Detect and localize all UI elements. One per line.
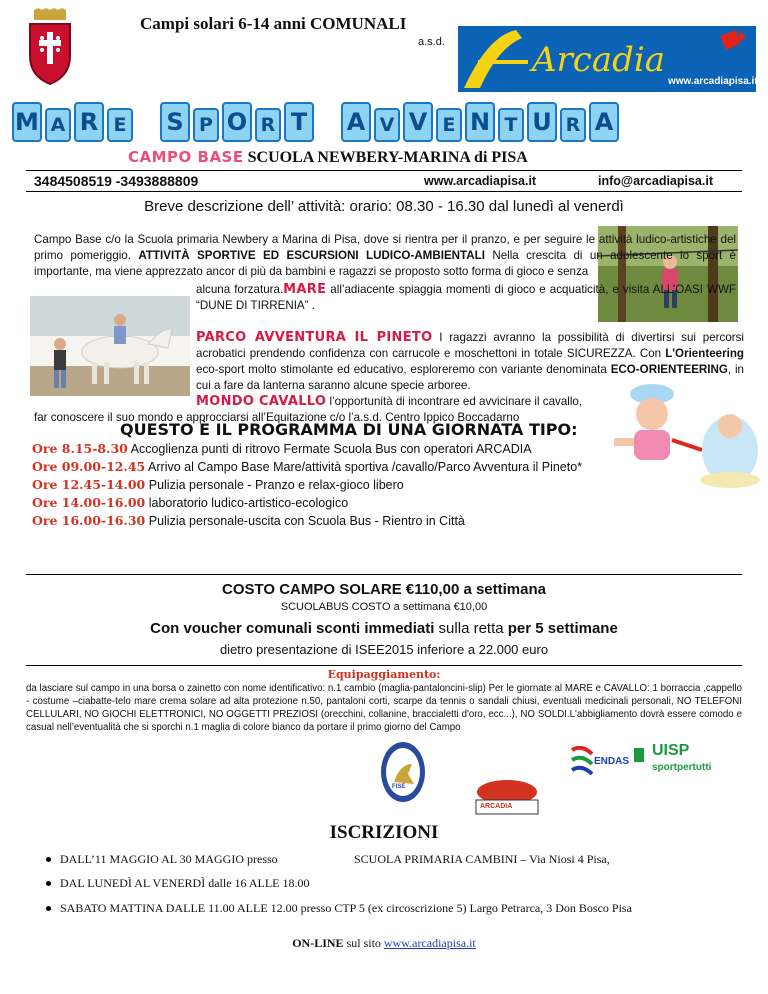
parco-paragraph — [196, 330, 744, 394]
banner-letter: T — [284, 102, 314, 142]
voucher-text: sulla retta — [434, 620, 508, 637]
mare-heading: MARE — [283, 282, 327, 297]
online-link[interactable]: www.arcadiapisa.it — [383, 936, 476, 950]
eco-orienteering-bold: ECO-ORIENTEERING — [610, 363, 728, 376]
banner-letter: E — [107, 108, 133, 142]
iscrizioni-item-place: SCUOLA PRIMARIA CAMBINI – Via Niosi 4 Pisa, — [354, 852, 610, 866]
arcadia-logo-url: www.arcadiapisa.it — [668, 76, 758, 87]
cost-box — [26, 574, 742, 666]
cavallo-heading: MONDO CAVALLO — [196, 394, 327, 409]
banner-letter: T — [498, 108, 524, 142]
arcadia-small-logo — [472, 778, 542, 818]
schedule-row — [32, 458, 652, 476]
mare-paragraph — [196, 282, 736, 314]
schedule-row — [32, 476, 652, 494]
banner-letter: R — [255, 108, 281, 142]
banner-letter: U — [527, 102, 557, 142]
mare-sport-avventura-banner — [12, 102, 756, 142]
fise-logo-text: FISE — [392, 784, 406, 790]
voucher-line — [26, 620, 742, 637]
schedule-row — [32, 440, 652, 458]
schedule-text: Pulizia personale-uscita con Scuola Bus - Rientro in Città — [145, 514, 465, 528]
banner-letter: M — [12, 102, 42, 142]
banner-letter: V — [374, 108, 400, 142]
intro-paragraph — [34, 232, 736, 280]
intro-text-2: Nella crescita di un adolescente lo sport è importante, ma viene apprezzato ancor di più da bambini e ragazzi se proposto sotto forma di gioco e senza — [34, 249, 737, 278]
voucher-weeks: per 5 settimane — [507, 620, 618, 637]
phone-numbers: 3484508519 -3493888809 — [34, 173, 199, 189]
schedule-time: Ore 12.45-14.00 — [32, 477, 146, 492]
arcadia-logo — [458, 26, 756, 92]
schedule-time: Ore 16.00-16.30 — [32, 513, 146, 528]
banner-letter: O — [222, 102, 252, 142]
parco-text-2: eco-sport molto stimolante ed educativo, esploreremo con variante denominata — [196, 363, 611, 376]
endas-logo — [568, 746, 596, 776]
intro-text: Campo Base c/o la Scuola primaria Newbery a Marina di Pisa, dove si rientra per il pranzo, e per seguire le attività ludico-artistiche del primo pomeriggio. — [34, 233, 736, 262]
email-link[interactable]: info@arcadiapisa.it — [598, 174, 713, 188]
program-title: QUESTO È IL PROGRAMMA DI UNA GIORNATA TIPO: — [120, 420, 578, 439]
website-link[interactable]: www.arcadiapisa.it — [424, 174, 537, 188]
iscrizioni-item: DAL LUNEDÌ AL VENERDÌ dalle 16 ALLE 18.00 — [60, 876, 310, 890]
horse-riding-photo — [30, 296, 190, 396]
iscrizioni-item: DALL’11 MAGGIO AL 30 MAGGIO presso — [60, 852, 278, 866]
parco-text: I ragazzi avranno la possibilità di divertirsi sui percorsi acrobatici prendendo confidenza con carrucole e moschettoni in totale SICUREZZA. Con — [196, 331, 745, 360]
equipment-title: Equipaggiamento: — [327, 668, 441, 681]
banner-letter: A — [589, 102, 619, 142]
fise-logo — [380, 742, 426, 804]
uisp-logo-text: UISP — [652, 742, 690, 759]
schedule-text: Pulizia personale - Pranzo e relax-gioco libero — [145, 478, 404, 492]
campo-base-line — [128, 148, 528, 167]
voucher-bold: Con voucher comunali sconti immediati — [150, 620, 435, 637]
orienteering-bold: L'Orienteering — [665, 347, 744, 360]
uisp-tagline: sportpertutti — [652, 762, 712, 773]
schedule-time: Ore 8.15-8.30 — [32, 441, 128, 456]
mare-text-2: all’adiacente spiaggia momenti di gioco e acquaticità, e visita ALL’OASI WWF “DUNE DI TIRRENIA” . — [196, 283, 737, 312]
banner-letter: E — [436, 108, 462, 142]
mare-text: alcuna forzatura. — [196, 283, 284, 296]
pisa-crest-logo — [24, 8, 76, 86]
banner-letter: R — [560, 108, 586, 142]
schedule-text: Accoglienza punti di ritrovo Fermate Scuola Bus con operatori ARCADIA — [127, 442, 532, 456]
isee-line: dietro presentazione di ISEE2015 inferiore a 22.000 euro — [219, 642, 549, 657]
asd-label: a.s.d. — [418, 36, 445, 48]
online-text: sul sito — [343, 936, 384, 950]
schedule-time: Ore 09.00-12.45 — [32, 459, 146, 474]
cavallo-text-2: far conoscere il suo mondo e approcciarsi all’Equitazione c/o l’a.s.d. Centro Ippico Boccadarno — [34, 411, 520, 424]
online-label: ON-LINE — [292, 936, 344, 950]
header-title: Campi solari 6-14 anni COMUNALI — [140, 14, 407, 33]
iscrizioni-title: ISCRIZIONI — [329, 822, 439, 843]
online-line — [0, 936, 768, 951]
iscrizioni-item: SABATO MATTINA DALLE 11.00 ALLE 12.00 presso CTP 5 (ex circoscrizione 5) Largo Petrarca, 3 Don Bosco Pisa — [60, 901, 632, 915]
banner-letter: A — [341, 102, 371, 142]
banner-letter: S — [160, 102, 190, 142]
parco-heading: PARCO AVVENTURA IL PINETO — [196, 330, 433, 345]
parco-text-3: , in cui a fare da lanterna saranno alcune specie arboree. — [196, 363, 744, 392]
campo-base-label: CAMPO BASE — [128, 148, 244, 166]
endas-logo-text: ENDAS — [594, 756, 630, 767]
schedule-list — [32, 440, 652, 530]
campo-base-text: SCUOLA NEWBERY-MARINA di PISA — [243, 149, 528, 166]
description-heading: Breve descrizione dell’ attività: orario: 08.30 - 16.30 dal lunedì al venerdì — [144, 198, 624, 215]
cost-main: COSTO CAMPO SOLARE €110,00 a settimana — [221, 581, 546, 598]
schedule-row — [32, 494, 652, 512]
contacts-bar — [26, 170, 742, 192]
arcadia-logo-text: Arcadia — [532, 40, 666, 80]
equipment-text: da lasciare sul campo in una borsa o zainetto con nome identificativo: n.1 cambio (maglia-pantaloncini-slip) Per le giornate al MARE e CAVALLO: 1 borraccia ,cappello - costume –ciabatte-telo mare crema solare ad alta protezione n.50, pantaloni corti, scarpe da tennis o sandali chiusi, eventuali medicinali personali, NO TELEFONI CELLULARI, NO GIOCHI ELETTRONICI, NO OGGETTI PREZIOSI (orecchini, collanine, braccialetti d'oro, ecc...), NO SOLDI.L'abbigliamento dovrà essere comodo e casual nell’eventualità che si sporchi n.1 maglia di colore bianco da portare il primo giorno del Campo — [26, 683, 742, 733]
schedule-text: laboratorio ludico-artistico-ecologico — [145, 496, 349, 510]
cost-bus: SCUOLABUS COSTO a settimana €10,00 — [280, 601, 488, 613]
banner-letter: N — [465, 102, 495, 142]
coni-logo — [634, 748, 644, 762]
banner-letter: P — [193, 108, 219, 142]
schedule-text: Arrivo al Campo Base Mare/attività sportiva /cavallo/Parco Avventura il Pineto* — [145, 460, 583, 474]
banner-letter: R — [74, 102, 104, 142]
intro-bold-text: ATTIVITÀ SPORTIVE ED ESCURSIONI LUDICO-AMBIENTALI — [138, 249, 485, 262]
banner-letter: A — [45, 108, 71, 142]
banner-letter: V — [403, 102, 433, 142]
cavallo-text: l’opportunità di incontrare ed avvicinare il cavallo, — [326, 395, 583, 408]
schedule-time: Ore 14.00-16.00 — [32, 495, 146, 510]
arcadia-small-logo-text: ARCADIA — [480, 803, 513, 810]
schedule-row — [32, 512, 652, 530]
